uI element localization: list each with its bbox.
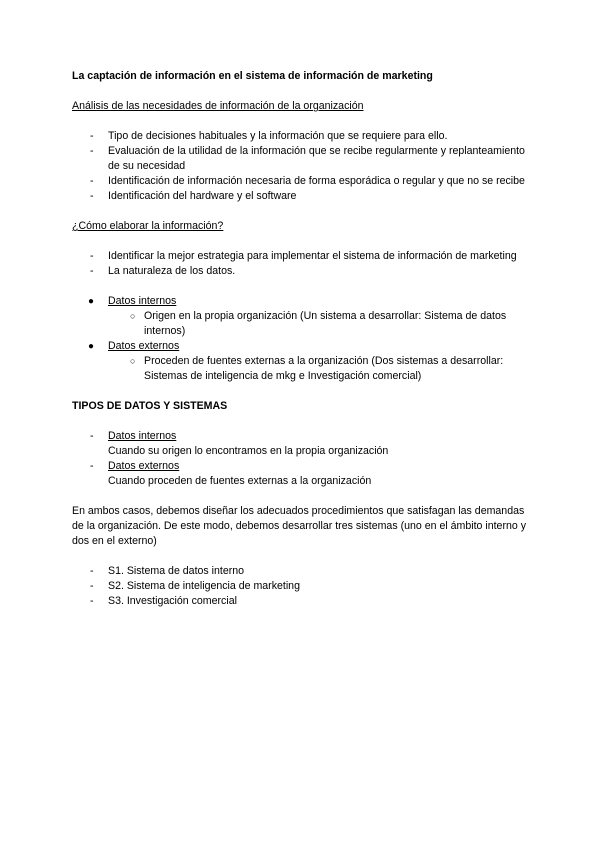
dash-marker: - bbox=[90, 145, 94, 157]
dash-marker: - bbox=[90, 250, 94, 262]
bullet-marker: ● bbox=[88, 341, 95, 352]
dash-marker: - bbox=[90, 430, 94, 442]
list-item: - Identificación del hardware y el software bbox=[90, 190, 297, 202]
list-item: - S3. Investigación comercial bbox=[90, 595, 237, 607]
dash-marker: - bbox=[90, 130, 94, 142]
item-label: Datos externos bbox=[108, 460, 180, 472]
dash-marker: - bbox=[90, 265, 94, 277]
sub-item: ○ Origen en la propia organización (Un sistema a desarrollar: Sistema de datos internos) bbox=[130, 310, 507, 337]
circle-marker: ○ bbox=[130, 311, 136, 321]
list-item: - S2. Sistema de inteligencia de marketing bbox=[90, 580, 300, 592]
bullet-marker: ● bbox=[88, 296, 95, 307]
list-item: - Evaluación de la utilidad de la información que se recibe regularmente y replanteamiento de su necesidad bbox=[90, 145, 525, 172]
item-label: Datos internos bbox=[108, 430, 177, 442]
item-description: Cuando su origen lo encontramos en la propia organización bbox=[108, 445, 389, 457]
summary-paragraph: En ambos casos, debemos diseñar los adecuados procedimientos que satisfagan las demandas de la organización. De este modo, debemos desarrollar tres sistemas (uno en el ámbito interno y dos en el externo) bbox=[72, 505, 527, 547]
dash-marker: - bbox=[90, 565, 94, 577]
section-heading-data-types: TIPOS DE DATOS Y SISTEMAS bbox=[72, 400, 228, 412]
sub-item: ○ Proceden de fuentes externas a la organización (Dos sistemas a desarrollar: Sistemas de inteligencia de mkg e Investigación comercial) bbox=[130, 355, 504, 382]
bullet-item-internal-data bbox=[72, 294, 532, 339]
dash-marker: - bbox=[90, 460, 94, 472]
list-item bbox=[72, 429, 532, 459]
document-page bbox=[72, 69, 532, 609]
bullet-item-external-data bbox=[72, 339, 532, 384]
systems-list bbox=[72, 564, 532, 609]
bullet-label: Datos internos bbox=[108, 295, 177, 307]
needs-analysis-list bbox=[72, 129, 532, 204]
section-heading-needs-analysis: Análisis de las necesidades de información de la organización bbox=[72, 100, 364, 112]
list-item: - S1. Sistema de datos interno bbox=[90, 565, 245, 577]
data-nature-list bbox=[72, 294, 532, 384]
item-description: Cuando proceden de fuentes externas a la organización bbox=[108, 475, 372, 487]
list-item: - Identificación de información necesaria de forma esporádica o regular y que no se recibe bbox=[90, 175, 525, 187]
bullet-label: Datos externos bbox=[108, 340, 180, 352]
data-types-list bbox=[72, 429, 532, 489]
dash-marker: - bbox=[90, 595, 94, 607]
list-item bbox=[72, 459, 532, 489]
document-title: La captación de información en el sistema de información de marketing bbox=[72, 70, 433, 82]
list-item: - La naturaleza de los datos. bbox=[90, 265, 236, 277]
dash-marker: - bbox=[90, 580, 94, 592]
dash-marker: - bbox=[90, 175, 94, 187]
list-item: - Identificar la mejor estrategia para implementar el sistema de información de marketing bbox=[90, 250, 517, 262]
elaborate-list bbox=[72, 249, 532, 279]
section-heading-how-to-elaborate: ¿Cómo elaborar la información? bbox=[72, 220, 224, 232]
list-item: - Tipo de decisiones habituales y la información que se requiere para ello. bbox=[90, 130, 448, 142]
dash-marker: - bbox=[90, 190, 94, 202]
circle-marker: ○ bbox=[130, 356, 136, 366]
